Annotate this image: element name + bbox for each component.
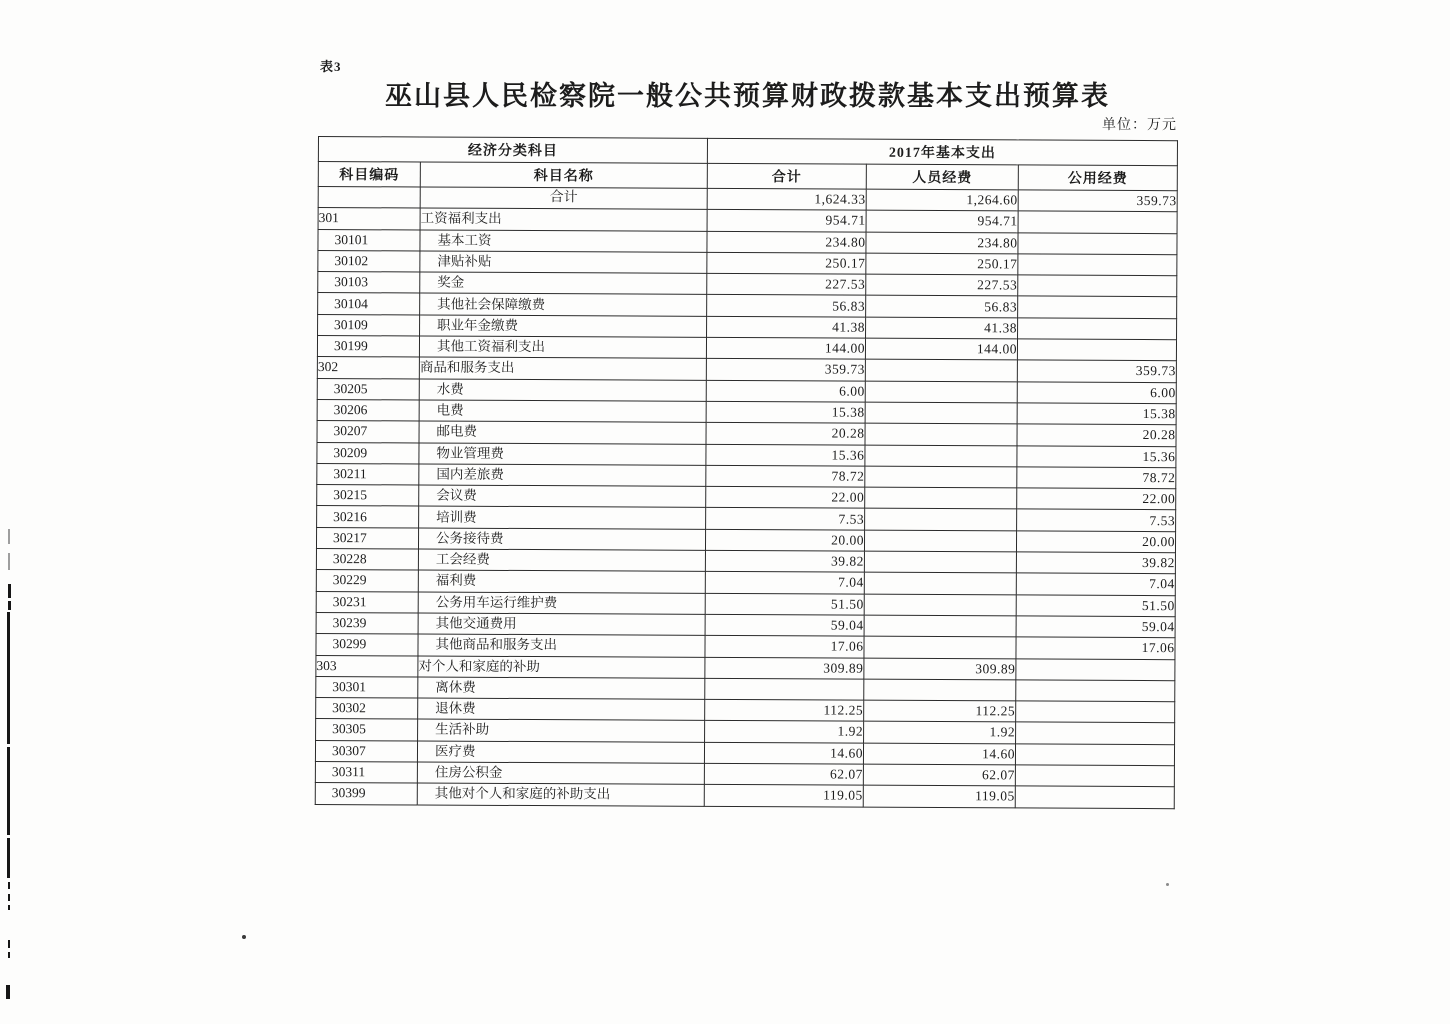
total-cell: 59.04 bbox=[705, 614, 864, 636]
personnel-cell bbox=[864, 573, 1016, 595]
scan-mark bbox=[8, 894, 10, 901]
total-cell: 62.07 bbox=[704, 763, 863, 785]
total-cell bbox=[705, 678, 864, 700]
subject-code-cell bbox=[318, 187, 420, 209]
subject-code-cell: 302 bbox=[317, 357, 419, 379]
total-cell: 15.38 bbox=[706, 401, 865, 423]
public-cell: 59.04 bbox=[1016, 616, 1175, 638]
public-cell bbox=[1018, 211, 1177, 233]
total-cell: 1,624.33 bbox=[707, 188, 866, 210]
budget-table-wrap bbox=[315, 136, 1179, 809]
subject-name-cell: 物业管理费 bbox=[419, 443, 706, 466]
personnel-cell: 309.89 bbox=[864, 658, 1016, 680]
subject-name-cell: 商品和服务支出 bbox=[419, 357, 706, 380]
public-cell: 17.06 bbox=[1016, 637, 1175, 659]
total-cell: 41.38 bbox=[707, 316, 866, 338]
personnel-cell: 62.07 bbox=[863, 764, 1015, 786]
public-cell: 359.73 bbox=[1018, 190, 1177, 212]
header-personnel: 人员经费 bbox=[866, 164, 1018, 190]
personnel-cell bbox=[865, 487, 1017, 509]
subject-code-cell: 301 bbox=[318, 208, 420, 230]
subject-code-cell: 30101 bbox=[318, 229, 420, 251]
total-cell: 144.00 bbox=[706, 337, 865, 359]
subject-name-cell: 合计 bbox=[420, 187, 707, 210]
public-cell bbox=[1016, 680, 1175, 702]
header-public: 公用经费 bbox=[1018, 165, 1177, 191]
table-header bbox=[318, 137, 1177, 191]
public-cell: 22.00 bbox=[1017, 488, 1176, 510]
table-row bbox=[315, 783, 1174, 808]
public-cell: 51.50 bbox=[1016, 595, 1175, 617]
subject-code-cell: 30228 bbox=[316, 549, 418, 571]
subject-name-cell: 培训费 bbox=[419, 506, 706, 529]
subject-name-cell: 其他商品和服务支出 bbox=[418, 634, 705, 657]
scan-mark bbox=[7, 747, 10, 835]
personnel-cell: 112.25 bbox=[864, 700, 1016, 722]
total-cell: 51.50 bbox=[705, 593, 864, 615]
subject-name-cell: 工会经费 bbox=[418, 549, 705, 572]
public-cell bbox=[1018, 233, 1177, 255]
personnel-cell: 144.00 bbox=[865, 338, 1017, 360]
personnel-cell bbox=[865, 381, 1017, 403]
total-cell: 7.53 bbox=[706, 508, 865, 530]
subject-code-cell: 30307 bbox=[315, 740, 417, 762]
subject-code-cell: 30217 bbox=[316, 527, 418, 549]
subject-name-cell: 公务用车运行维护费 bbox=[418, 592, 705, 615]
subject-name-cell: 国内差旅费 bbox=[419, 464, 706, 487]
public-cell: 7.04 bbox=[1016, 573, 1175, 595]
total-cell: 15.36 bbox=[706, 444, 865, 466]
total-cell: 359.73 bbox=[706, 359, 865, 381]
subject-name-cell: 水费 bbox=[419, 379, 706, 402]
subject-code-cell: 30299 bbox=[316, 634, 418, 656]
subject-code-cell: 30305 bbox=[316, 719, 418, 741]
subject-name-cell: 邮电费 bbox=[419, 421, 706, 444]
public-cell bbox=[1015, 786, 1174, 808]
public-cell: 7.53 bbox=[1017, 509, 1176, 531]
subject-name-cell: 对个人和家庭的补助 bbox=[418, 656, 705, 679]
public-cell: 78.72 bbox=[1017, 467, 1176, 489]
personnel-cell bbox=[865, 423, 1017, 445]
total-cell: 954.71 bbox=[707, 210, 866, 232]
personnel-cell bbox=[865, 360, 1017, 382]
total-cell: 17.06 bbox=[705, 636, 864, 658]
subject-name-cell: 离休费 bbox=[418, 677, 705, 700]
scan-mark bbox=[7, 612, 10, 744]
subject-code-cell: 30311 bbox=[315, 762, 417, 784]
scan-mark bbox=[8, 529, 10, 544]
public-cell bbox=[1018, 318, 1177, 340]
subject-code-cell: 30207 bbox=[317, 421, 419, 443]
subject-code-cell: 303 bbox=[316, 655, 418, 677]
subject-name-cell: 职业年金缴费 bbox=[420, 315, 707, 338]
header-expense-group: 2017年基本支出 bbox=[707, 138, 1177, 165]
subject-code-cell: 30205 bbox=[317, 378, 419, 400]
header-subject-code: 科目编码 bbox=[318, 162, 420, 187]
public-cell bbox=[1016, 722, 1175, 744]
ink-dot bbox=[1166, 883, 1169, 886]
personnel-cell: 14.60 bbox=[863, 743, 1015, 765]
subject-code-cell: 30216 bbox=[317, 506, 419, 528]
public-cell: 39.82 bbox=[1016, 552, 1175, 574]
scan-mark bbox=[8, 601, 11, 610]
public-cell bbox=[1016, 701, 1175, 723]
personnel-cell bbox=[865, 509, 1017, 531]
personnel-cell bbox=[865, 466, 1017, 488]
subject-name-cell: 津贴补贴 bbox=[420, 251, 707, 274]
subject-code-cell: 30211 bbox=[317, 463, 419, 485]
subject-code-cell: 30229 bbox=[316, 570, 418, 592]
public-cell bbox=[1016, 658, 1175, 680]
total-cell: 227.53 bbox=[707, 274, 866, 296]
subject-name-cell: 奖金 bbox=[420, 272, 707, 295]
total-cell: 234.80 bbox=[707, 231, 866, 253]
personnel-cell bbox=[864, 594, 1016, 616]
subject-name-cell: 其他社会保障缴费 bbox=[420, 293, 707, 316]
scan-mark bbox=[6, 985, 10, 999]
total-cell: 119.05 bbox=[704, 785, 863, 807]
personnel-cell bbox=[865, 445, 1017, 467]
total-cell: 78.72 bbox=[706, 465, 865, 487]
page-title: 巫山县人民检察院一般公共预算财政拨款基本支出预算表 bbox=[385, 81, 1110, 111]
personnel-cell: 954.71 bbox=[866, 210, 1018, 232]
subject-code-cell: 30301 bbox=[316, 676, 418, 698]
scan-mark bbox=[8, 553, 10, 570]
total-cell: 7.04 bbox=[705, 572, 864, 594]
scan-mark bbox=[8, 584, 11, 598]
table-body bbox=[315, 187, 1177, 809]
personnel-cell bbox=[865, 402, 1017, 424]
personnel-cell bbox=[864, 530, 1016, 552]
subject-code-cell: 30109 bbox=[318, 314, 420, 336]
subject-name-cell: 其他对个人和家庭的补助支出 bbox=[417, 783, 704, 806]
subject-name-cell: 会议费 bbox=[419, 485, 706, 508]
unit-note: 单位：万元 bbox=[1102, 118, 1177, 133]
public-cell: 15.36 bbox=[1017, 445, 1176, 467]
public-cell bbox=[1018, 296, 1177, 318]
scan-mark bbox=[8, 882, 10, 889]
personnel-cell bbox=[864, 615, 1016, 637]
scan-mark bbox=[7, 838, 10, 878]
subject-code-cell: 30206 bbox=[317, 399, 419, 421]
sheet-label: 表3 bbox=[320, 59, 342, 74]
public-cell: 20.00 bbox=[1016, 531, 1175, 553]
header-subject-group: 经济分类科目 bbox=[318, 137, 707, 164]
total-cell: 20.00 bbox=[705, 529, 864, 551]
public-cell bbox=[1015, 744, 1174, 766]
subject-name-cell: 其他工资福利支出 bbox=[419, 336, 706, 359]
subject-name-cell: 退休费 bbox=[418, 698, 705, 721]
public-cell bbox=[1018, 254, 1177, 276]
public-cell bbox=[1015, 765, 1174, 787]
total-cell: 6.00 bbox=[706, 380, 865, 402]
subject-code-cell: 30103 bbox=[318, 272, 420, 294]
subject-name-cell: 福利费 bbox=[418, 570, 705, 593]
subject-code-cell: 30104 bbox=[318, 293, 420, 315]
total-cell: 14.60 bbox=[704, 742, 863, 764]
ink-dot bbox=[242, 935, 246, 939]
subject-name-cell: 医疗费 bbox=[417, 741, 704, 764]
subject-name-cell: 工资福利支出 bbox=[420, 208, 707, 231]
public-cell: 15.38 bbox=[1017, 403, 1176, 425]
subject-name-cell: 公务接待费 bbox=[418, 528, 705, 551]
personnel-cell: 250.17 bbox=[866, 253, 1018, 275]
subject-code-cell: 30102 bbox=[318, 250, 420, 272]
personnel-cell: 1.92 bbox=[864, 722, 1016, 744]
public-cell: 20.28 bbox=[1017, 424, 1176, 446]
public-cell bbox=[1017, 339, 1176, 361]
subject-code-cell: 30231 bbox=[316, 591, 418, 613]
header-total: 合计 bbox=[707, 163, 866, 189]
subject-code-cell: 30302 bbox=[316, 698, 418, 720]
subject-name-cell: 住房公积金 bbox=[417, 762, 704, 785]
total-cell: 39.82 bbox=[705, 550, 864, 572]
subject-code-cell: 30199 bbox=[317, 336, 419, 358]
total-cell: 22.00 bbox=[706, 487, 865, 509]
total-cell: 250.17 bbox=[707, 252, 866, 274]
total-cell: 56.83 bbox=[707, 295, 866, 317]
total-cell: 112.25 bbox=[705, 700, 864, 722]
public-cell: 6.00 bbox=[1017, 382, 1176, 404]
personnel-cell: 56.83 bbox=[866, 296, 1018, 318]
personnel-cell: 41.38 bbox=[866, 317, 1018, 339]
subject-code-cell: 30239 bbox=[316, 612, 418, 634]
subject-name-cell: 生活补助 bbox=[418, 719, 705, 742]
header-subject-name: 科目名称 bbox=[420, 162, 707, 188]
personnel-cell: 234.80 bbox=[866, 232, 1018, 254]
public-cell bbox=[1018, 275, 1177, 297]
total-cell: 1.92 bbox=[705, 721, 864, 743]
subject-name-cell: 基本工资 bbox=[420, 230, 707, 253]
personnel-cell bbox=[864, 679, 1016, 701]
subject-name-cell: 电费 bbox=[419, 400, 706, 423]
subject-code-cell: 30209 bbox=[317, 442, 419, 464]
scan-mark bbox=[8, 952, 10, 958]
budget-table bbox=[315, 136, 1178, 809]
total-cell: 309.89 bbox=[705, 657, 864, 679]
personnel-cell: 1,264.60 bbox=[866, 189, 1018, 211]
public-cell: 359.73 bbox=[1017, 360, 1176, 382]
subject-name-cell: 其他交通费用 bbox=[418, 613, 705, 636]
total-cell: 20.28 bbox=[706, 423, 865, 445]
scan-mark bbox=[8, 905, 10, 910]
personnel-cell: 227.53 bbox=[866, 274, 1018, 296]
subject-code-cell: 30215 bbox=[317, 485, 419, 507]
personnel-cell bbox=[864, 636, 1016, 658]
personnel-cell: 119.05 bbox=[863, 785, 1015, 807]
subject-code-cell: 30399 bbox=[315, 783, 417, 805]
scan-mark bbox=[8, 940, 10, 948]
personnel-cell bbox=[864, 551, 1016, 573]
